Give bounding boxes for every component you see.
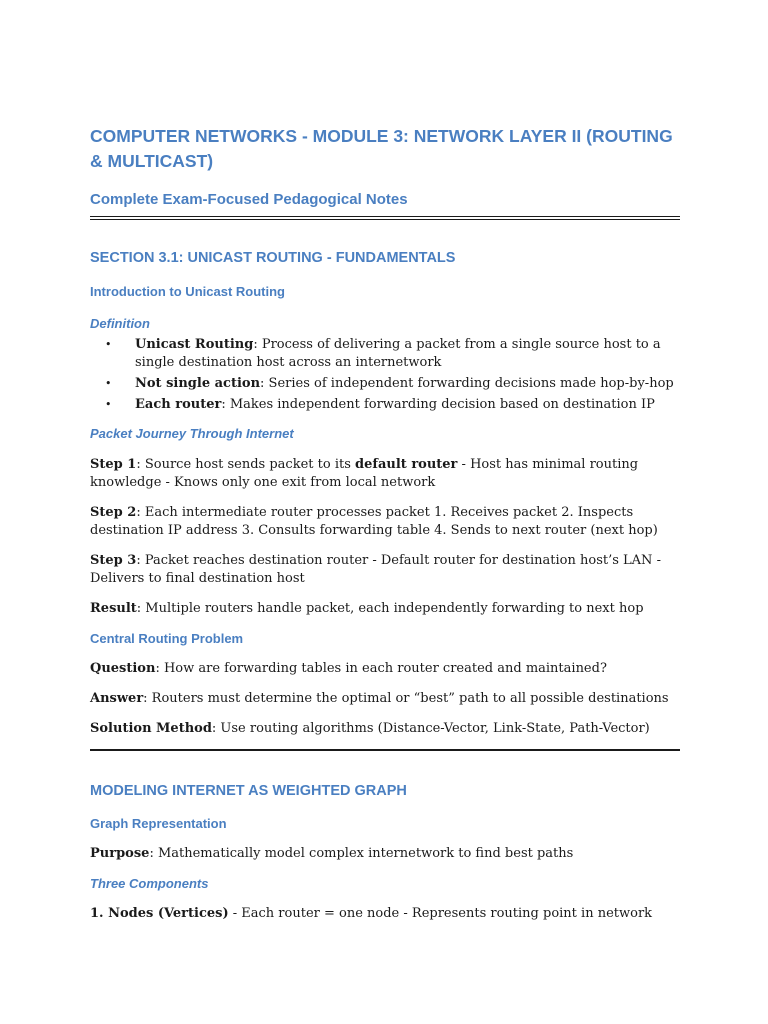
list-item (90, 375, 680, 393)
paragraph-solution (90, 720, 680, 738)
definition-text: : Process of delivering a packet from a single source host to a single destination host across an internetwork (135, 337, 661, 370)
section-heading-graph: MODELING INTERNET AS WEIGHTED GRAPH (90, 783, 407, 799)
subheading-three-components: Three Components (90, 876, 209, 891)
paragraph-nodes (90, 905, 680, 923)
text: : How are forwarding tables in each router created and maintained? (155, 661, 607, 676)
term: Unicast Routing (135, 337, 254, 352)
paragraph-result (90, 600, 680, 618)
text: : Use routing algorithms (Distance-Vector, Link-State, Path-Vector) (211, 721, 650, 736)
term: 1. Nodes (Vertices) (90, 906, 229, 921)
paragraph-answer (90, 690, 680, 708)
text: - Host has minimal routing knowledge - Knows only one exit from local network (90, 457, 639, 490)
text: : Routers must determine the optimal or “best” path to all possible destinations (143, 691, 669, 706)
bullet-icon: • (105, 398, 112, 411)
subheading-central-problem: Central Routing Problem (90, 631, 244, 646)
definition-list (90, 336, 680, 414)
term: Step 2 (90, 505, 137, 520)
section-divider (90, 749, 680, 751)
bullet-icon: • (105, 338, 112, 351)
definition-text: : Makes independent forwarding decision based on destination IP (221, 397, 655, 412)
section-heading-unicast: SECTION 3.1: UNICAST ROUTING - FUNDAMENTALS (90, 250, 456, 266)
list-item (90, 396, 680, 414)
paragraph-step-2 (90, 504, 680, 540)
definition-text: : Series of independent forwarding decisions made hop-by-hop (260, 376, 674, 391)
term: Solution Method (90, 721, 212, 736)
term: default router (355, 457, 458, 472)
term: Result (90, 601, 137, 616)
term: Step 1 (90, 457, 137, 472)
term: Not single action (135, 376, 261, 391)
document-title: COMPUTER NETWORKS - MODULE 3: NETWORK LAYER II (ROUTING & MULTICAST) (90, 126, 673, 171)
text: : Packet reaches destination router - Default router for destination host’s LAN - Delivers to final destination host (90, 553, 661, 586)
subheading-packet-journey: Packet Journey Through Internet (90, 426, 294, 441)
text: - Each router = one node - Represents routing point in network (228, 906, 653, 921)
paragraph-question (90, 660, 680, 678)
subheading-definition: Definition (90, 316, 150, 331)
double-divider (90, 216, 680, 220)
term: Step 3 (90, 553, 137, 568)
term: Each router (135, 397, 222, 412)
text: : Mathematically model complex internetwork to find best paths (149, 846, 574, 861)
term: Question (90, 661, 156, 676)
document-content (90, 124, 680, 923)
text: : Each intermediate router processes packet 1. Receives packet 2. Inspects destination IP address 3. Consults forwarding table 4. Sends to next router (next hop) (90, 505, 658, 538)
text: : Multiple routers handle packet, each independently forwarding to next hop (136, 601, 644, 616)
term: Answer (90, 691, 144, 706)
document-subtitle: Complete Exam-Focused Pedagogical Notes (90, 191, 408, 208)
term: Purpose (90, 846, 150, 861)
paragraph-step-1 (90, 456, 680, 492)
list-item (90, 336, 680, 372)
text: : Source host sends packet to its (136, 457, 356, 472)
subheading-graph-representation: Graph Representation (90, 816, 227, 831)
paragraph-purpose (90, 845, 680, 863)
bullet-icon: • (105, 377, 112, 390)
paragraph-step-3 (90, 552, 680, 588)
subheading-intro: Introduction to Unicast Routing (90, 284, 285, 299)
